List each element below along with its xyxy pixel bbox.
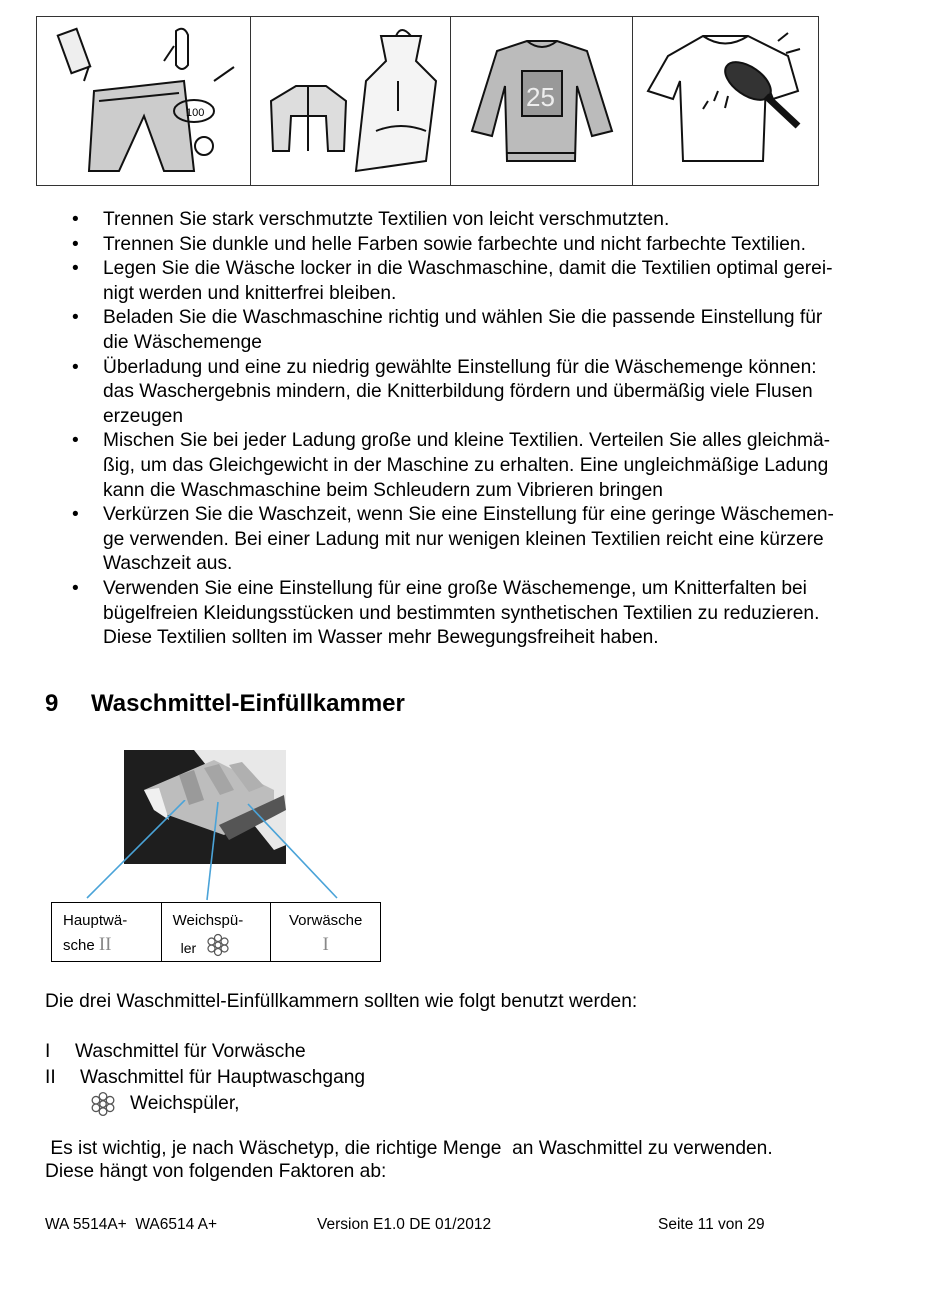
closing-line-1: Es ist wichtig, je nach Wäschetyp, die richtige Menge an Waschmittel zu verwenden. — [45, 1138, 773, 1159]
footer-page-number: Seite 11 von 29 — [658, 1216, 765, 1233]
flower-icon — [206, 933, 230, 957]
softener-compartment — [161, 903, 271, 962]
list-item: • Verkürzen Sie die Waschzeit, wenn Sie eine Einstellung für eine geringe Wäschemen- ge verwenden. Bei einer Ladung mit nur wenigen kleinen Textilien reicht eine kürzere Waschzeit aus. — [58, 503, 904, 577]
list-item: • Beladen Sie die Waschmaschine richtig und wählen Sie die passende Einstellung für die Wäschemenge — [58, 306, 904, 355]
roman-one-symbol: I — [322, 934, 329, 955]
list-item: • Legen Sie die Wäsche locker in die Waschmaschine, damit die Textilien optimal gerei- nigt werden und knitterfrei bleiben. — [58, 257, 904, 306]
close-zippers-illustration — [256, 21, 446, 181]
list-item: • Trennen Sie dunkle und helle Farben sowie farbechte und nicht farbechte Textilien. — [58, 233, 904, 258]
usage-text: Waschmittel für Vorwäsche — [75, 1041, 306, 1062]
softener-label-2: ler — [180, 940, 197, 956]
usage-symbol: I — [45, 1041, 51, 1062]
footer-model: WA 5514A+ WA6514 A+ — [45, 1216, 218, 1233]
usage-text: Weichspüler, — [130, 1093, 240, 1114]
roman-two-symbol: II — [98, 934, 112, 955]
usage-text: Waschmittel für Hauptwaschgang — [80, 1067, 366, 1088]
main-wash-label-2: sche — [63, 937, 95, 954]
list-item: • Trennen Sie stark verschmutzte Textilien von leicht verschmutzten. — [58, 208, 904, 233]
compartment-pointer-lines — [80, 800, 360, 904]
usage-softener — [90, 1091, 240, 1117]
empty-pockets-illustration — [44, 21, 244, 181]
illustration-table — [36, 16, 819, 186]
close-zippers-cell — [251, 17, 451, 186]
prewash-label: Vorwäsche — [288, 912, 363, 929]
main-wash-compartment — [52, 903, 162, 962]
brush-off-cell — [633, 17, 819, 186]
section-title: Waschmittel-Einfüllkammer — [91, 690, 405, 717]
usage-intro: Die drei Waschmittel-Einfüllkammern sollten wie folgt benutzt werden: — [45, 991, 638, 1012]
compartment-table — [51, 902, 381, 962]
flower-icon — [90, 1091, 116, 1117]
turn-inside-out-cell — [451, 17, 633, 186]
turn-inside-out-illustration — [457, 21, 627, 181]
section-heading — [45, 690, 405, 718]
main-wash-label-1: Hauptwä- — [63, 912, 128, 929]
wash-tips-list — [58, 208, 904, 651]
section-number: 9 — [45, 690, 59, 717]
usage-mainwash — [45, 1067, 365, 1089]
svg-text:25: 25 — [525, 82, 555, 112]
list-item: • Verwenden Sie eine Einstellung für eine große Wäschemenge, um Knitterfalten bei bügelfreien Kleidungsstücken und bestimmten synthetischen Textilien zu reduzieren. Diese Textilien sollten im Wasser mehr Bewegungsfreiheit haben. — [58, 577, 904, 651]
prewash-compartment — [271, 903, 381, 962]
softener-label-1: Weichspü- — [172, 912, 244, 929]
empty-pockets-cell — [37, 17, 251, 186]
usage-symbol: II — [45, 1067, 56, 1088]
footer-version: Version E1.0 DE 01/2012 — [317, 1216, 492, 1233]
brush-off-illustration — [638, 21, 813, 181]
list-item: • Überladung und eine zu niedrig gewählte Einstellung für die Wäschemenge können: das Waschergebnis mindern, die Knitterbildung fördern und übermäßig viele Flusen erzeugen — [58, 356, 904, 430]
closing-line-2: Diese hängt von folgenden Faktoren ab: — [45, 1161, 387, 1182]
usage-prewash — [45, 1041, 306, 1063]
svg-text:100: 100 — [185, 107, 204, 119]
list-item: • Mischen Sie bei jeder Ladung große und kleine Textilien. Verteilen Sie alles gleichmä- ßig, um das Gleichgewicht in der Maschine zu erhalten. Eine ungleichmäßige Ladung kann die Waschmaschine beim Schleudern zum Vibrieren bringen — [58, 429, 904, 503]
